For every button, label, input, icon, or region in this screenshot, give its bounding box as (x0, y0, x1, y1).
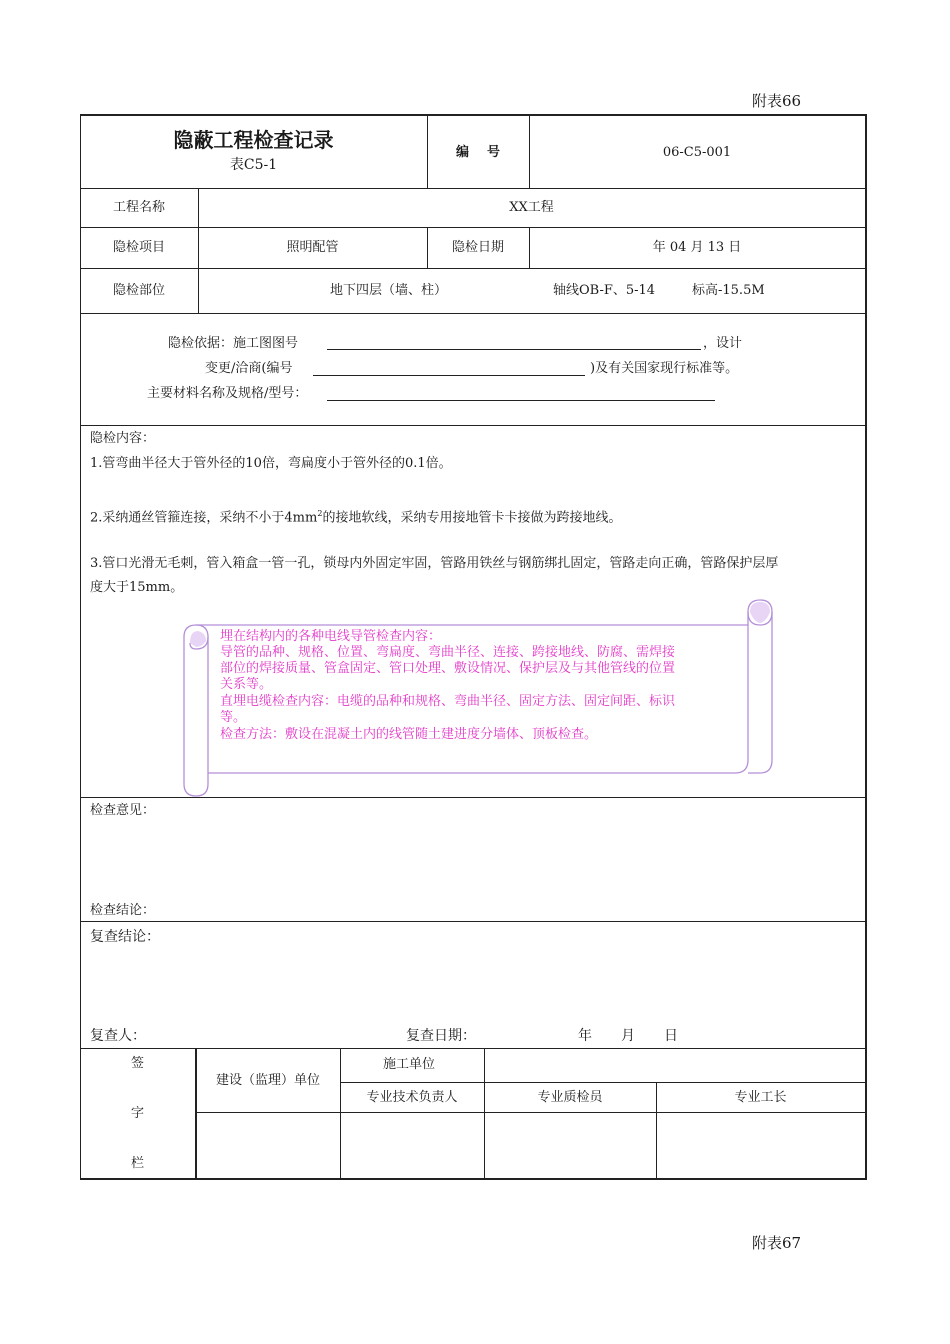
row-line (80, 425, 866, 426)
row-line (195, 1112, 866, 1113)
page-title: 隐蔽工程检查记录 (173, 128, 334, 152)
foreman-label: 专业工长 (734, 1090, 787, 1105)
basis-change-label: 变更/洽商(编号 (205, 361, 293, 376)
inspection-date-value: 年 04 月 13 日 (652, 240, 742, 255)
construction-supervision-unit-label: 建设（监理）单位 (215, 1073, 320, 1088)
callout-line-7: 检查方法：敷设在混凝土内的线管随土建进度分墙体、顶板检查。 (220, 727, 598, 742)
drawing-number-field (327, 349, 701, 350)
material-spec-field (327, 400, 715, 401)
serial-number-label: 编 号 (455, 145, 501, 160)
table-right-border (865, 114, 867, 1180)
recheck-year: 年 (578, 1028, 592, 1044)
table-top-border (80, 114, 867, 116)
signature-column-char-2: 字 (130, 1106, 144, 1121)
inspection-item-value: 照明配管 (286, 240, 339, 255)
serial-number-value: 06-C5-001 (662, 145, 732, 160)
inspection-location-value: 地下四层（墙、柱） (330, 283, 448, 298)
col-line (484, 1048, 485, 1178)
axis-value: 轴线OB-F、5-14 (553, 283, 656, 298)
recheck-person-label: 复查人： (90, 1028, 146, 1044)
basis-drawing-label: 隐检依据：施工图图号 (168, 336, 299, 351)
row-line (80, 313, 866, 314)
signature-column-char-3: 栏 (130, 1156, 144, 1171)
inspection-item-label: 隐检项目 (112, 240, 165, 255)
callout-line-1: 埋在结构内的各种电线导管检查内容： (220, 629, 442, 644)
content-item-2: 2.采纳通丝管箍连接，采纳不小于$4mm^2$的接地软线，采纳专用接地管卡卡接做为跨接地线。 (90, 509, 622, 526)
tech-lead-label: 专业技术负责人 (366, 1090, 458, 1105)
row-line (80, 921, 866, 922)
inspection-conclusion-label: 检查结论： (90, 903, 156, 918)
basis-standard-label: )及有关国家现行标准等。 (590, 361, 739, 376)
inspection-location-label: 隐检部位 (112, 283, 165, 298)
signature-column-char-1: 签 (130, 1056, 144, 1071)
inspection-content-label: 隐检内容： (90, 431, 156, 446)
project-name-value: XX工程 (509, 200, 554, 215)
construction-unit-label: 施工单位 (383, 1057, 436, 1072)
content-item-1: 1.管弯曲半径大于管外径的10倍，弯扁度小于管外径的0.1倍。 (90, 456, 452, 471)
col-line (195, 1048, 197, 1180)
callout-line-5: 直埋电缆检查内容：电缆的品种和规格、弯曲半径、固定方法、固定间距、标识 (220, 694, 676, 709)
project-name-label: 工程名称 (112, 200, 165, 215)
elevation-value: 标高-15.5M (692, 283, 765, 298)
content-item-3-line-2: 度大于15mm。 (90, 580, 184, 595)
inspection-date-label: 隐检日期 (451, 240, 504, 255)
recheck-date-label: 复查日期： (406, 1028, 476, 1044)
callout-line-3: 部位的焊接质量、管盒固定、管口处理、敷设情况、保护层及与其他管线的位置 (220, 661, 676, 676)
recheck-day: 日 (664, 1028, 678, 1044)
table-bottom-border (80, 1178, 867, 1180)
col-line (340, 1048, 341, 1178)
callout-line-2: 导管的品种、规格、位置、弯扁度、弯曲半径、连接、跨接地线、防腐、需焊接 (220, 645, 676, 660)
quality-inspector-label: 专业质检员 (537, 1090, 603, 1105)
form-code-label: 表C5-1 (229, 157, 278, 173)
basis-design-label: ，设计 (703, 336, 743, 351)
recheck-month: 月 (621, 1028, 635, 1044)
table-left-border (80, 114, 81, 1180)
change-number-field (313, 375, 585, 376)
callout-line-4: 关系等。 (220, 677, 273, 692)
inspection-opinion-label: 检查意见： (90, 803, 156, 818)
recheck-conclusion-label: 复查结论： (90, 929, 160, 945)
row-line (340, 1082, 866, 1083)
row-line (80, 1048, 866, 1049)
material-spec-label: 主要材料名称及规格/型号： (147, 386, 308, 401)
callout-line-6: 等。 (220, 710, 247, 725)
appendix-label-bottom: 附表67 (752, 1234, 802, 1252)
content-item-3-line-1: 3.管口光滑无毛刺，管入箱盒一管一孔，锁母内外固定牢固，管路用铁丝与钢筋绑扎固定，管路走向正确，管路保护层厚 (90, 556, 779, 571)
appendix-label-top: 附表66 (752, 92, 802, 110)
